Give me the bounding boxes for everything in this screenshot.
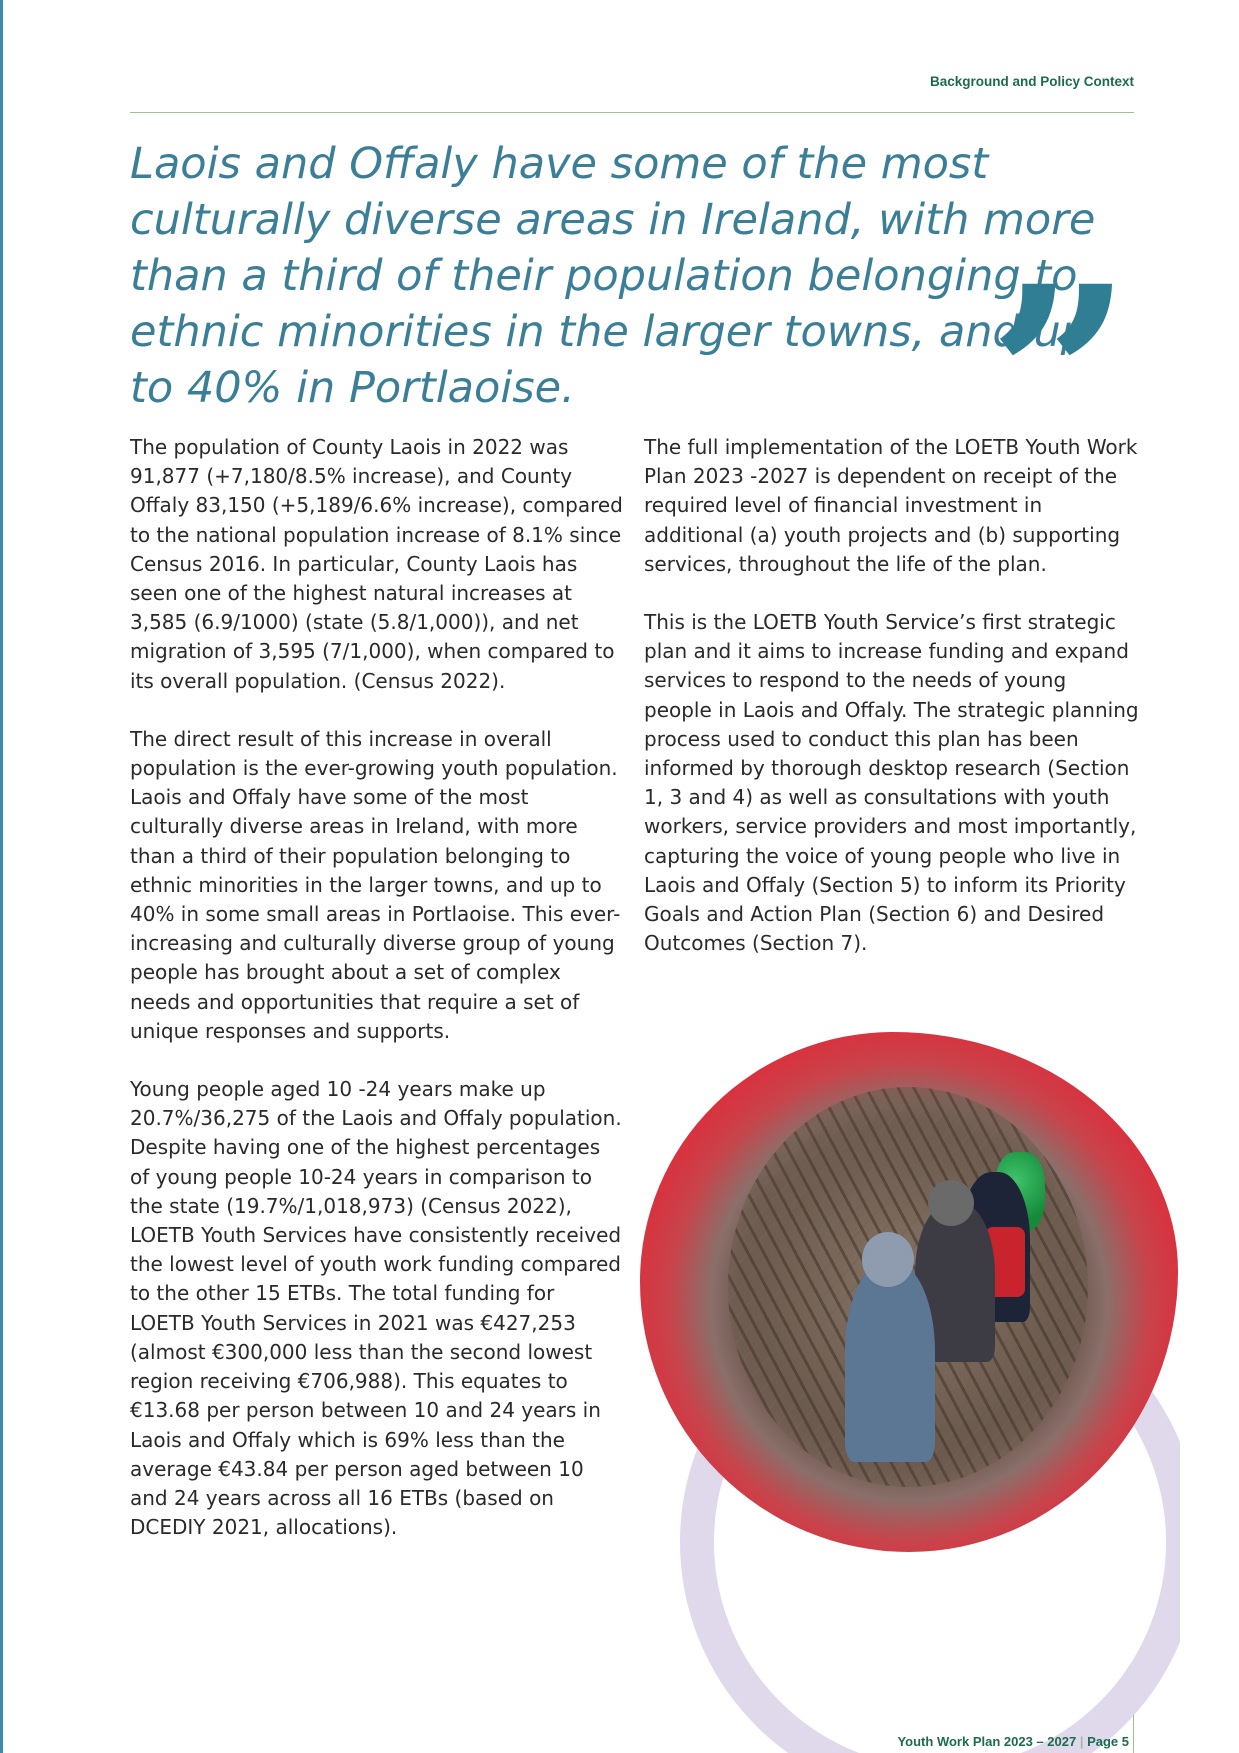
footer-separator: |: [1079, 1734, 1084, 1749]
page-edge-rule: [0, 0, 3, 1753]
person-figure: [845, 1262, 935, 1462]
plan-title: Youth Work Plan 2023 – 2027: [897, 1734, 1077, 1749]
page-number: Page 5: [1087, 1734, 1129, 1749]
section-title: Background and Policy Context: [929, 74, 1134, 89]
header-divider: [130, 112, 1134, 113]
paragraph: This is the LOETB Youth Service’s first strategic plan and it aims to increase funding and expand services to respond to the needs of young people in Laois and Offaly. The strategic planning process used to conduct this plan has been informed by thorough desktop research (Section 1, 3 and 4) as well as consultations with youth workers, service providers and most importantly, capturing the voice of young people who live in Laois and Offaly (Section 5) to inform its Priority Goals and Action Plan (Section 6) and Desired Outcomes (Section 7).: [644, 610, 1139, 956]
person-hood: [862, 1232, 914, 1287]
paragraph: The full implementation of the LOETB Youth Work Plan 2023 -2027 is dependent on receipt of the required level of financial investment in additional (a) youth projects and (b) supporting services, throughout the life of the plan.: [644, 435, 1138, 576]
paragraph: The population of County Laois in 2022 was 91,877 (+7,180/8.5% increase), and County Offaly 83,150 (+5,189/6.6% increase), compared to the national population increase of 8.1% since Census 2016. In particular, County Laois has seen one of the highest natural increases at 3,585 (6.9/1000) (state (5.8/1,000)), and net migration of 3,595 (7/1,000), when compared to its overall population. (Census 2022).: [130, 435, 623, 693]
left-column: [130, 433, 625, 1571]
paragraph: The direct result of this increase in overall population is the ever-growing youth population. Laois and Offaly have some of the most culturally diverse areas in Ireland, with more than a third of their population belonging to ethnic minorities in the larger towns, and up to 40% in some small areas in Portlaoise. This ever-increasing and culturally diverse group of young people has brought about a set of complex needs and opportunities that require a set of unique responses and supports.: [130, 726, 621, 1043]
page-footer: [897, 1734, 1129, 1749]
right-column: [644, 433, 1139, 987]
footer-divider: [1133, 1715, 1134, 1753]
person-head: [928, 1180, 974, 1226]
pull-quote: Laois and Offaly have some of the most culturally diverse areas in Ireland, with more than a third of their population belonging to ethnic minorities in the larger towns, and up to 40% in Portlaoise.: [130, 139, 1096, 413]
paragraph: Young people aged 10 -24 years make up 20.7%/36,275 of the Laois and Offaly population. Despite having one of the highest percentages of young people 10-24 years in comparison to the state (19.7%/1,018,973) (Census 2022), LOETB Youth Services have consistently received the lowest level of youth work funding compared to the other 15 ETBs. The total funding for LOETB Youth Services in 2021 was €427,253 (almost €300,000 less than the second lowest region receiving €706,988). This equates to €13.68 per person between 10 and 24 years in Laois and Offaly which is 69% less than the average €43.84 per person aged between 10 and 24 years across all 16 ETBs (based on DCEDIY 2021, allocations).: [130, 1077, 622, 1540]
youth-photo: [640, 1032, 1180, 1753]
closing-quote-icon: ”: [988, 231, 1114, 525]
